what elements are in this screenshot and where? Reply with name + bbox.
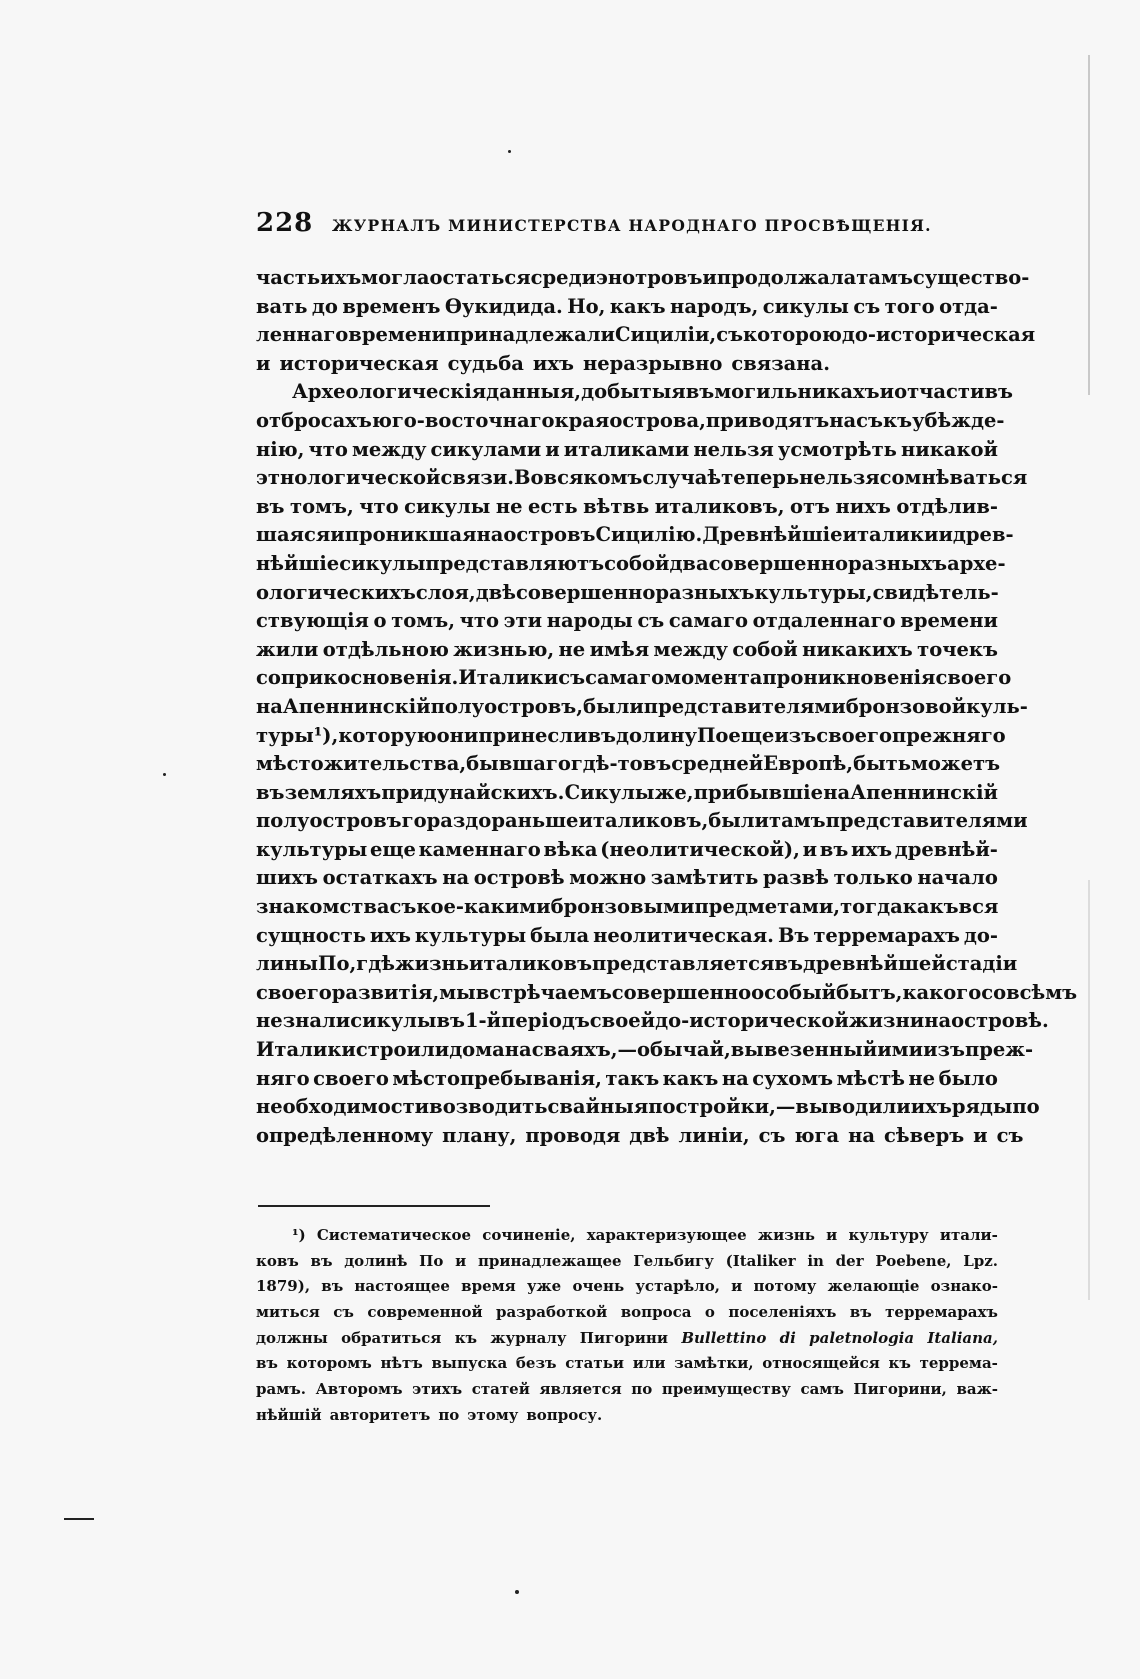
ink-speck — [508, 150, 511, 153]
text-line: ствующія о томъ, что эти народы съ самаго отдаленнаго времени — [256, 609, 998, 633]
ink-speck — [163, 773, 166, 776]
text-line: своего развитія, мы встрѣчаемъ совершенно особый бытъ, какого совсѣмъ — [256, 980, 1078, 1004]
footnote-line: рамъ. Авторомъ этихъ статей является по преимуществу самъ Пигорини, важ- — [256, 1380, 998, 1399]
footnote-line: миться съ современной разработкой вопроса о поселеніяхъ въ терремарахъ — [256, 1303, 998, 1322]
running-title: ЖУРНАЛЪ МИНИСТЕРСТВА НАРОДНАГО ПРОСВѢЩЕНІЯ. — [332, 216, 932, 235]
footnote-line: 1879), въ настоящее время уже очень устарѣло, и потому желающіе ознако- — [256, 1277, 998, 1296]
ink-speck — [515, 1590, 519, 1594]
text-line: часть ихъ могла остаться среди энотровъ и продолжала тамъ существо- — [256, 266, 1030, 289]
text-line: соприкосновенія. Италики съ самаго момента проникновенія своего — [256, 666, 1012, 690]
text-line: въ томъ, что сикулы не есть вѣтвь италиковъ, отъ нихъ отдѣлив- — [256, 494, 998, 518]
text-line: отбросахъ юго-восточнаго края острова, приводятъ насъ къ убѣжде- — [256, 408, 1005, 432]
text-line: ологическихъ слоя, двѣ совершенно разныхъ культуры, свидѣтель- — [256, 580, 999, 604]
body-text — [256, 264, 1078, 1150]
footnote-line: должны обратиться къ журналу Пигорини Bullettino di paletnologia Italiana, — [256, 1328, 998, 1347]
text-line: знакомства съ кое-какими бронзовыми предметами, тогда какъ вся — [256, 895, 999, 919]
page-header — [256, 208, 996, 248]
text-line: жили отдѣльною жизнью, не имѣя между собой никакихъ точекъ — [256, 637, 998, 661]
footnote-line: въ которомъ нѣтъ выпуска безъ статьи или замѣтки, относящейся къ террема- — [256, 1354, 998, 1373]
footnotes — [256, 1223, 998, 1429]
text-line: шихъ остаткахъ на островѣ можно замѣтить развѣ только начало — [256, 866, 998, 890]
text-line: не знали сикулы въ 1-й періодъ своей до-исторической жизни на островѣ. — [256, 1009, 1049, 1033]
footnote-line: ¹) Систематическое сочиненіе, характеризующее жизнь и культуру итали- — [292, 1226, 998, 1244]
text-line: Италики строили дома на сваяхъ,—обычай, вывезенный ими изъ преж- — [256, 1038, 1034, 1062]
text-line: мѣстожительства, бывшаго гдѣ-то въ средней Европѣ, быть можетъ — [256, 752, 1001, 776]
text-line: и историческая судьба ихъ неразрывно связана. — [256, 351, 830, 375]
text-line: этнологической связи. Во всякомъ случаѣ теперь нельзя сомнѣваться — [256, 466, 1028, 490]
text-line: туры ¹), которую они принесли въ долину По еще изъ своего прежняго — [256, 723, 1006, 747]
text-line: лины По, гдѣ жизнь италиковъ представляется въ древнѣйшей стадіи — [256, 952, 1018, 976]
text-line: нѣйшіе сикулы представляютъ собой два совершенно разныхъ архе- — [256, 551, 1006, 575]
margin-mark — [64, 1518, 94, 1520]
footnote-line: нѣйшій авторитетъ по этому вопросу. — [256, 1405, 603, 1424]
text-line: Археологическія данныя, добытыя въ могильникахъ и отчасти въ — [292, 380, 1013, 404]
text-line: шаяся и проникшая на островъ Сицилію. Древнѣйшіе италики и древ- — [256, 523, 1014, 547]
page-edge-line — [1088, 55, 1090, 395]
text-line: леннаго времени принадлежали Сициліи, съ которою до-историческая — [256, 323, 1036, 347]
text-line: полуостровъ гораздо раньше италиковъ, были тамъ представителями — [256, 809, 1028, 833]
text-line: опредѣленному плану, проводя двѣ линіи, съ юга на сѣверъ и съ — [256, 1123, 1024, 1147]
text-line: необходимости возводить свайныя постройки,—выводили ихъ ряды по — [256, 1095, 1040, 1119]
text-line: на Апеннинскій полуостровъ, были представителями бронзовой куль- — [256, 694, 1028, 718]
text-line: сущность ихъ культуры была неолитическая. Въ терремарахъ до- — [256, 923, 998, 947]
text-line: въ земляхъ придунайскихъ. Сикулы же, прибывшіе на Апеннинскій — [256, 780, 998, 804]
footnote-rule — [258, 1205, 490, 1207]
text-line: няго своего мѣстопребыванія, такъ какъ на сухомъ мѣстѣ не было — [256, 1066, 998, 1090]
page-number: 228 — [256, 208, 314, 238]
page-edge-line-lower — [1088, 880, 1090, 1300]
text-line: нію, что между сикулами и италиками нельзя усмотрѣть никакой — [256, 437, 998, 461]
footnote-line: ковъ въ долинѣ По и принадлежащее Гельбигу (Italiker in der Poebene, Lpz. — [256, 1251, 998, 1270]
text-line: культуры еще каменнаго вѣка (неолитической), и въ ихъ древнѣй- — [256, 837, 998, 861]
text-line: вать до временъ Өукидида. Но, какъ народъ, сикулы съ того отда- — [256, 294, 998, 318]
